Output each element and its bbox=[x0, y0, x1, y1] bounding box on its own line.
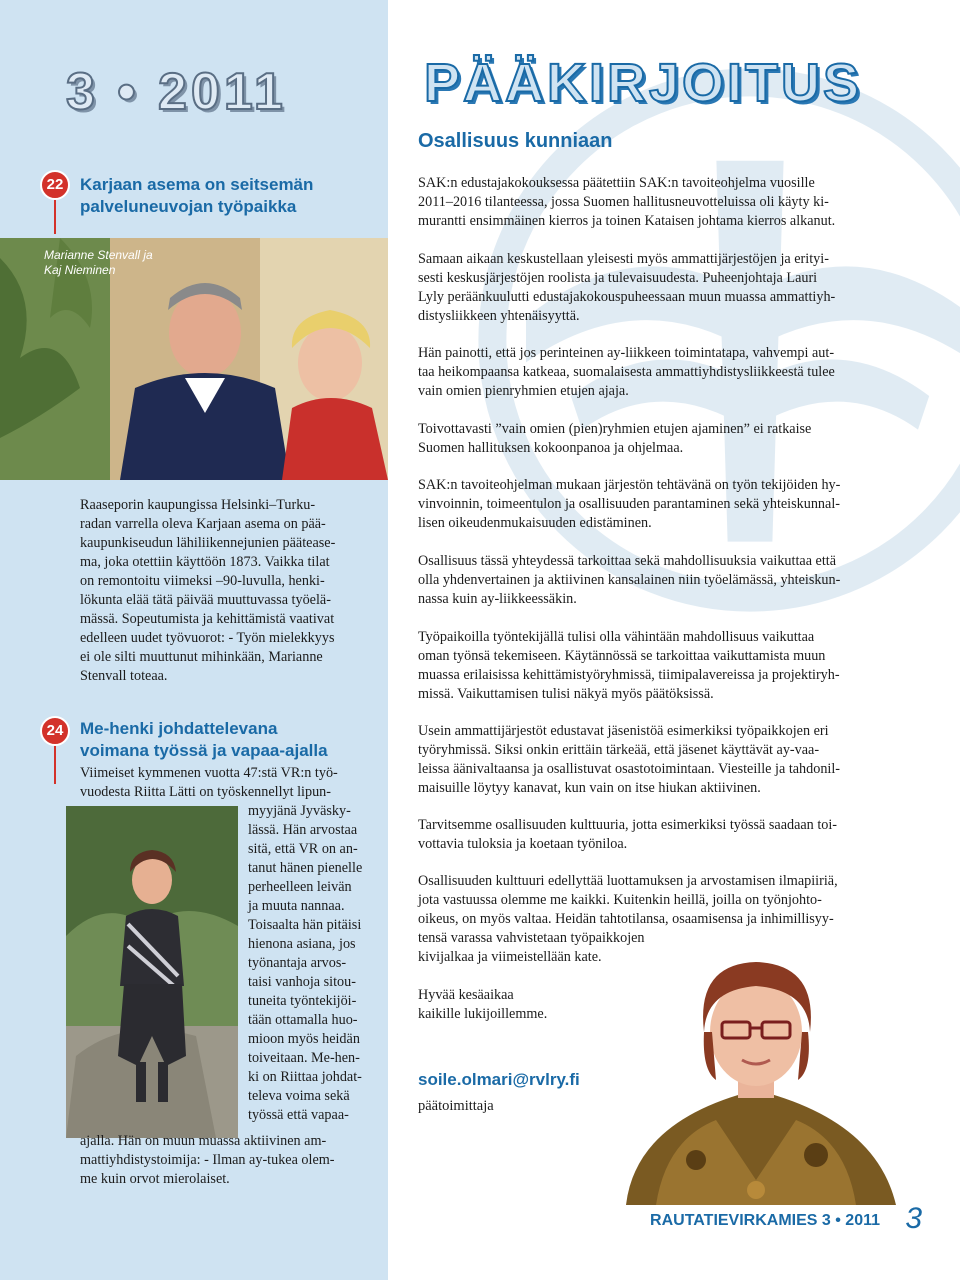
body-line: Raaseporin kaupungissa Helsinki–Turku- bbox=[80, 497, 316, 513]
article-title-line: Me-henki johdattelevana bbox=[80, 719, 278, 738]
editorial-closing bbox=[418, 986, 618, 1024]
body-line: ajalla. Hän on muun muassa aktiivinen am- bbox=[80, 1133, 327, 1149]
article-page-badge: 22 bbox=[40, 170, 70, 200]
article-title-line: palveluneuvojan työpaikka bbox=[80, 197, 297, 216]
body-line: Samaan aikaan keskustellaan yleisesti myös ammattijärjestöjen ja erityi- bbox=[418, 251, 829, 267]
body-line: Toisaalta hän pitäisi bbox=[248, 917, 362, 933]
body-line: taa heikompaansa katkeaa, suomalaisesta ammattiyhdistysliikkeestä tulee bbox=[418, 364, 835, 380]
body-line: radan varrella oleva Karjaan asema on pää- bbox=[80, 516, 326, 532]
body-line: Työpaikoilla työntekijällä tulisi olla vähintään mahdollisuus vaikuttaa bbox=[418, 629, 815, 645]
article-marker-line bbox=[54, 744, 56, 784]
body-line: me kuin orvot mierolaiset. bbox=[80, 1171, 230, 1187]
body-line: Osallisuus tässä yhteydessä tarkoittaa sekä mahdollisuuksia vaikuttaa että bbox=[418, 553, 837, 569]
body-line: Lyly peräänkuulutti edustajakokouspuheessaan muun muassa ammattiyh- bbox=[418, 289, 836, 305]
body-line: jota vastuussa olemme me kaikki. Kuitenkin heillä, joilla on työnjohto- bbox=[418, 892, 822, 908]
author-email: soile.olmari@rvlry.fi bbox=[418, 1070, 580, 1089]
body-line: muassa erilaisissa kehittämistyöryhmissä, tiimipalavereissa ja projektiryh- bbox=[418, 667, 840, 683]
body-line: ma, joka otettiin käyttöön 1873. Vaikka tilat bbox=[80, 554, 330, 570]
body-line: vain omien pienryhmien etujen ajaja. bbox=[418, 383, 629, 399]
body-line: SAK:n tavoiteohjelman mukaan järjestön tehtävänä on työn tekijöiden hy- bbox=[418, 477, 841, 493]
body-line: missä. Vaikuttamisen tulisi näkyä myös päätöksissä. bbox=[418, 686, 714, 702]
body-line: mässä. Sopeutumista ja kehittämistä vaativat bbox=[80, 611, 335, 627]
body-line: tensä varassa vahvistetaan työpaikkojen bbox=[418, 930, 645, 946]
body-line: Hyvää kesäaikaa bbox=[418, 987, 514, 1003]
article-title bbox=[80, 718, 328, 762]
caption-line: Kaj Nieminen bbox=[44, 263, 116, 277]
body-line: Osallisuuden kulttuuri edellyttää luottamuksen ja arvostamisen ilmapiiriä, bbox=[418, 873, 838, 889]
body-line: ei ole silti muuttunut mihinkään, Marianne bbox=[80, 649, 323, 665]
photo-caption bbox=[44, 248, 153, 278]
body-line: sitä, että VR on an- bbox=[248, 841, 358, 857]
body-line: on remontoitu viimeksi –90-luvulla, henki- bbox=[80, 573, 325, 589]
body-line: taisi vanhoja sitou- bbox=[248, 974, 356, 990]
body-line: televa voima sekä bbox=[248, 1088, 350, 1104]
body-line: edelleen uudet työvuorot: - Työn mielekkyys bbox=[80, 630, 335, 646]
body-line: toiveitaan. Me-hen- bbox=[248, 1050, 360, 1066]
body-line: Hän painotti, että jos perinteinen ay-liikkeen toimintatapa, vahvempi aut- bbox=[418, 345, 835, 361]
body-line: vuodesta Riitta Lätti on työskennellyt lipun- bbox=[80, 784, 332, 800]
editorial-paragraph bbox=[418, 174, 918, 231]
body-line: myyjänä Jyväsky- bbox=[248, 803, 351, 819]
body-line: SAK:n edustajakokouksessa päätettiin SAK:n tavoiteohjelma vuosille bbox=[418, 175, 815, 191]
body-line: mioon myös heidän bbox=[248, 1031, 360, 1047]
article-intro bbox=[80, 764, 380, 802]
body-line: ki on Riittaa johdat- bbox=[248, 1069, 362, 1085]
page-number: 3 bbox=[905, 1202, 922, 1235]
body-line: tuneita työntekijöi- bbox=[248, 993, 357, 1009]
body-line: tään ottamalla huo- bbox=[248, 1012, 358, 1028]
article-title-line: Karjaan asema on seitsemän bbox=[80, 175, 314, 194]
riitta-latti-photo bbox=[66, 806, 238, 1138]
body-line: työryhmissä. Siksi onkin erittäin tärkeää, että jäsenet käyttävät ay-vaa- bbox=[418, 742, 820, 758]
editorial-paragraph bbox=[418, 722, 918, 798]
body-line: työnantaja arvos- bbox=[248, 955, 347, 971]
body-line: distysliikkeen yhtenäisyyttä. bbox=[418, 308, 580, 324]
body-line: vinvoinnin, toimeentulon ja osallisuuden parantaminen sekä yhteiskunnal- bbox=[418, 496, 840, 512]
body-line: työssä että vapaa- bbox=[248, 1107, 349, 1123]
body-line: murantti ensimmäinen kierros ja toinen Kataisen johtama kierros alkanut. bbox=[418, 213, 836, 229]
body-line: maisuille löytyy kanavat, kun vain on itse hiukan aktiivinen. bbox=[418, 780, 761, 796]
body-line: Suomen hallituksen kokoonpanoa ja ohjelmaa. bbox=[418, 440, 684, 456]
caption-line: Marianne Stenvall ja bbox=[44, 248, 153, 262]
body-line: kaikille lukijoillemme. bbox=[418, 1006, 548, 1022]
editorial-paragraph bbox=[418, 628, 918, 704]
body-line: perheelleen leivän bbox=[248, 879, 352, 895]
body-line: lässä. Hän arvostaa bbox=[248, 822, 358, 838]
body-line: mattiyhdistystoimija: - Ilman ay-tukea olem- bbox=[80, 1152, 335, 1168]
body-line: tanut hänen pienelle bbox=[248, 860, 363, 876]
editorial-paragraph bbox=[418, 250, 918, 326]
editorial-paragraph bbox=[418, 344, 918, 401]
editorial-subtitle: Osallisuus kunniaan bbox=[418, 130, 613, 152]
body-line: kaupunkiseudun lähiliikennejunien pääteasе- bbox=[80, 535, 336, 551]
issue-number: 3 • 2011 bbox=[66, 63, 287, 121]
body-line: kivijalkaa ja viimeistellään kate. bbox=[418, 949, 602, 965]
body-line: Tarvitsemme osallisuuden kulttuuria, jotta esimerkiksi työssä saadaan toi- bbox=[418, 817, 838, 833]
body-line: 2011–2016 tilanteessa, jossa Suomen hallitusneuvotteluissa oli käyty ki- bbox=[418, 194, 829, 210]
body-line: olla yhdenvertainen ja aktiivinen kansalainen niin työelämässä, yhteiskun- bbox=[418, 572, 841, 588]
author-role: päätoimittaja bbox=[418, 1098, 494, 1114]
editorial-paragraph bbox=[418, 476, 918, 533]
body-line: Viimeiset kymmenen vuotta 47:stä VR:n työ- bbox=[80, 765, 338, 781]
article-outro bbox=[80, 1132, 380, 1189]
body-line: oman työnsä tekemiseen. Käytännössä se tarkoittaa vaikuttamista muun bbox=[418, 648, 826, 664]
body-line: hienona asiana, jos bbox=[248, 936, 356, 952]
body-line: sesti keskusjärjestöjen roolista ja tulevaisuudesta. Puheenjohtaja Lauri bbox=[418, 270, 818, 286]
article-title-line: voimana työssä ja vapaa-ajalla bbox=[80, 741, 328, 760]
body-line: Toivottavasti ”vain omien (pien)ryhmien etujen ajaminen” ei ratkaise bbox=[418, 421, 812, 437]
body-line: lisen oikeudenmukaisuuden edistäminen. bbox=[418, 515, 652, 531]
article-page-badge: 24 bbox=[40, 716, 70, 746]
body-line: leissa äänivaltaansa ja osallistuvat osastotoimintaan. Viesteille ja tahdonil- bbox=[418, 761, 841, 777]
body-line: Stenvall toteaa. bbox=[80, 668, 168, 684]
magazine-footer: RAUTATIEVIRKAMIES 3 • 2011 bbox=[650, 1212, 880, 1229]
editorial-paragraph bbox=[418, 872, 908, 967]
editorial-paragraph bbox=[418, 420, 918, 458]
body-line: lökunta elää tätä päivää muuttuvassa työelä- bbox=[80, 592, 331, 608]
page-title: PÄÄKIRJOITUS bbox=[424, 53, 863, 113]
editorial-paragraph bbox=[418, 816, 918, 854]
body-line: Usein ammattijärjestöt edustavat jäsenistöä esimerkiksi työpaikkojen eri bbox=[418, 723, 829, 739]
person-seated-illustration bbox=[66, 806, 238, 1138]
body-line: vottavia tuloksia ja koetaan työniloa. bbox=[418, 836, 628, 852]
body-line: nassa kuin ay-liikkeessäkin. bbox=[418, 591, 577, 607]
body-line: oikeus, on myös valtaa. Heidän tahtotilansa, osaamisensa ja inhimillisyy- bbox=[418, 911, 834, 927]
article-wrap-text bbox=[248, 802, 388, 1125]
editorial-paragraph bbox=[418, 552, 918, 609]
article-title bbox=[80, 174, 313, 218]
body-line: ja muuta nannaa. bbox=[248, 898, 345, 914]
article-body bbox=[80, 496, 380, 686]
